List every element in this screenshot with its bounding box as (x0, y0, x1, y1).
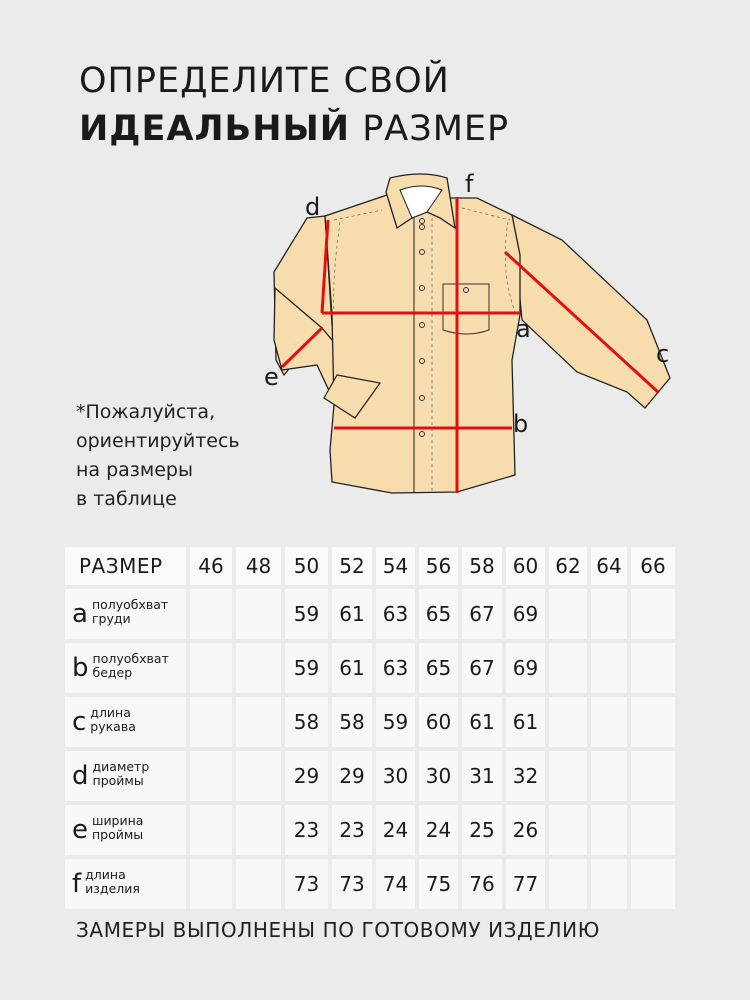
size-header: 62 (549, 547, 587, 585)
table-cell: 23 (285, 805, 328, 855)
label-d: d (305, 193, 321, 221)
table-cell: 31 (462, 751, 502, 801)
measure-label (65, 697, 186, 747)
table-cell (591, 643, 627, 693)
table-cell: 67 (462, 643, 502, 693)
table-cell: 30 (419, 751, 458, 801)
table-cell (631, 805, 675, 855)
table-cell (236, 805, 281, 855)
measure-label (65, 589, 186, 639)
table-cell (236, 859, 281, 909)
header-label: РАЗМЕР (65, 547, 186, 585)
table-cell (190, 697, 232, 747)
table-cell (190, 643, 232, 693)
size-header: 66 (631, 547, 675, 585)
measure-desc: ширина (92, 813, 144, 828)
table-cell: 58 (332, 697, 372, 747)
table-cell (631, 643, 675, 693)
table-cell: 59 (285, 643, 328, 693)
table-cell (591, 859, 627, 909)
note-line: ориентируйтесь (76, 430, 240, 452)
table-row (65, 805, 675, 855)
table-header-row (65, 547, 675, 585)
size-header: 54 (376, 547, 415, 585)
size-header: 52 (332, 547, 372, 585)
table-cell: 58 (285, 697, 328, 747)
measure-desc: полуобхват (92, 651, 169, 666)
table-cell (549, 751, 587, 801)
table-cell: 73 (285, 859, 328, 909)
table-cell: 65 (419, 643, 458, 693)
note-line: на размеры (76, 459, 193, 481)
table-cell (190, 751, 232, 801)
measure-desc: изделия (85, 881, 140, 896)
measure-desc: бедер (92, 665, 133, 680)
label-f: f (465, 170, 474, 198)
table-cell (190, 805, 232, 855)
table-cell (591, 751, 627, 801)
table-cell: 24 (376, 805, 415, 855)
measure-desc: диаметр (92, 759, 150, 774)
table-cell: 73 (332, 859, 372, 909)
label-b: b (513, 410, 529, 438)
table-cell: 24 (419, 805, 458, 855)
measure-letter: b (72, 653, 89, 683)
label-e: e (264, 363, 279, 391)
title-regular-word: РАЗМЕР (362, 109, 510, 149)
footer-note: ЗАМЕРЫ ВЫПОЛНЕНЫ ПО ГОТОВОМУ ИЗДЕЛИЮ (76, 918, 600, 942)
table-cell: 75 (419, 859, 458, 909)
table-cell: 30 (376, 751, 415, 801)
table-cell: 77 (506, 859, 545, 909)
table-cell: 69 (506, 589, 545, 639)
size-note (76, 398, 240, 514)
table-cell: 23 (332, 805, 372, 855)
shirt-diagram (262, 160, 682, 500)
size-header: 48 (236, 547, 281, 585)
table-cell: 25 (462, 805, 502, 855)
table-cell (631, 589, 675, 639)
table-cell (591, 589, 627, 639)
measure-desc: проймы (92, 773, 144, 788)
table-cell: 61 (332, 643, 372, 693)
measure-label (65, 859, 186, 909)
table-cell (549, 643, 587, 693)
measure-letter: d (72, 761, 89, 791)
table-row (65, 751, 675, 801)
table-cell (236, 643, 281, 693)
table-cell: 61 (332, 589, 372, 639)
measure-desc: полуобхват (91, 597, 169, 612)
table-cell: 59 (376, 697, 415, 747)
table-cell: 63 (376, 643, 415, 693)
size-header: 46 (190, 547, 232, 585)
table-cell (236, 697, 281, 747)
size-header: 60 (506, 547, 545, 585)
measure-letter: f (72, 869, 82, 899)
table-cell: 60 (419, 697, 458, 747)
note-line: *Пожалуйста, (76, 401, 216, 423)
table-cell: 65 (419, 589, 458, 639)
table-cell (549, 805, 587, 855)
size-header: 64 (591, 547, 627, 585)
label-c: c (656, 340, 670, 368)
title-line-2 (79, 105, 509, 153)
table-cell (549, 589, 587, 639)
table-cell: 69 (506, 643, 545, 693)
table-cell (549, 697, 587, 747)
title-line-1: ОПРЕДЕЛИТЕ СВОЙ (79, 61, 450, 101)
table-cell (190, 589, 232, 639)
table-cell: 63 (376, 589, 415, 639)
measure-desc: длина (85, 867, 126, 882)
measure-desc: длина (90, 705, 131, 720)
page-title (79, 57, 509, 153)
table-cell: 61 (462, 697, 502, 747)
table-cell (631, 751, 675, 801)
table-cell: 76 (462, 859, 502, 909)
table-cell (591, 805, 627, 855)
table-cell: 29 (332, 751, 372, 801)
table-cell (631, 859, 675, 909)
measure-letter: e (72, 815, 88, 845)
measure-letter: c (72, 707, 87, 737)
measure-label (65, 805, 186, 855)
table-row (65, 859, 675, 909)
title-bold-word: ИДЕАЛЬНЫЙ (79, 109, 351, 149)
size-header: 50 (285, 547, 328, 585)
measure-desc: проймы (92, 827, 144, 842)
measure-label (65, 751, 186, 801)
measure-letter: a (72, 599, 88, 629)
measure-desc: рукава (90, 719, 136, 734)
table-cell (236, 751, 281, 801)
table-cell (236, 589, 281, 639)
table-cell: 67 (462, 589, 502, 639)
measure-label (65, 643, 186, 693)
table-cell (549, 859, 587, 909)
note-line: в таблице (76, 488, 177, 510)
table-cell: 26 (506, 805, 545, 855)
table-cell: 29 (285, 751, 328, 801)
measure-desc: груди (91, 611, 131, 626)
table-cell: 61 (506, 697, 545, 747)
table-cell: 74 (376, 859, 415, 909)
size-header: 58 (462, 547, 502, 585)
size-header: 56 (419, 547, 458, 585)
size-table (65, 547, 675, 913)
table-row (65, 697, 675, 747)
table-cell (591, 697, 627, 747)
table-cell (631, 697, 675, 747)
table-cell (190, 859, 232, 909)
table-cell: 32 (506, 751, 545, 801)
label-a: a (516, 315, 531, 343)
table-cell: 59 (285, 589, 328, 639)
table-row (65, 589, 675, 639)
table-row (65, 643, 675, 693)
